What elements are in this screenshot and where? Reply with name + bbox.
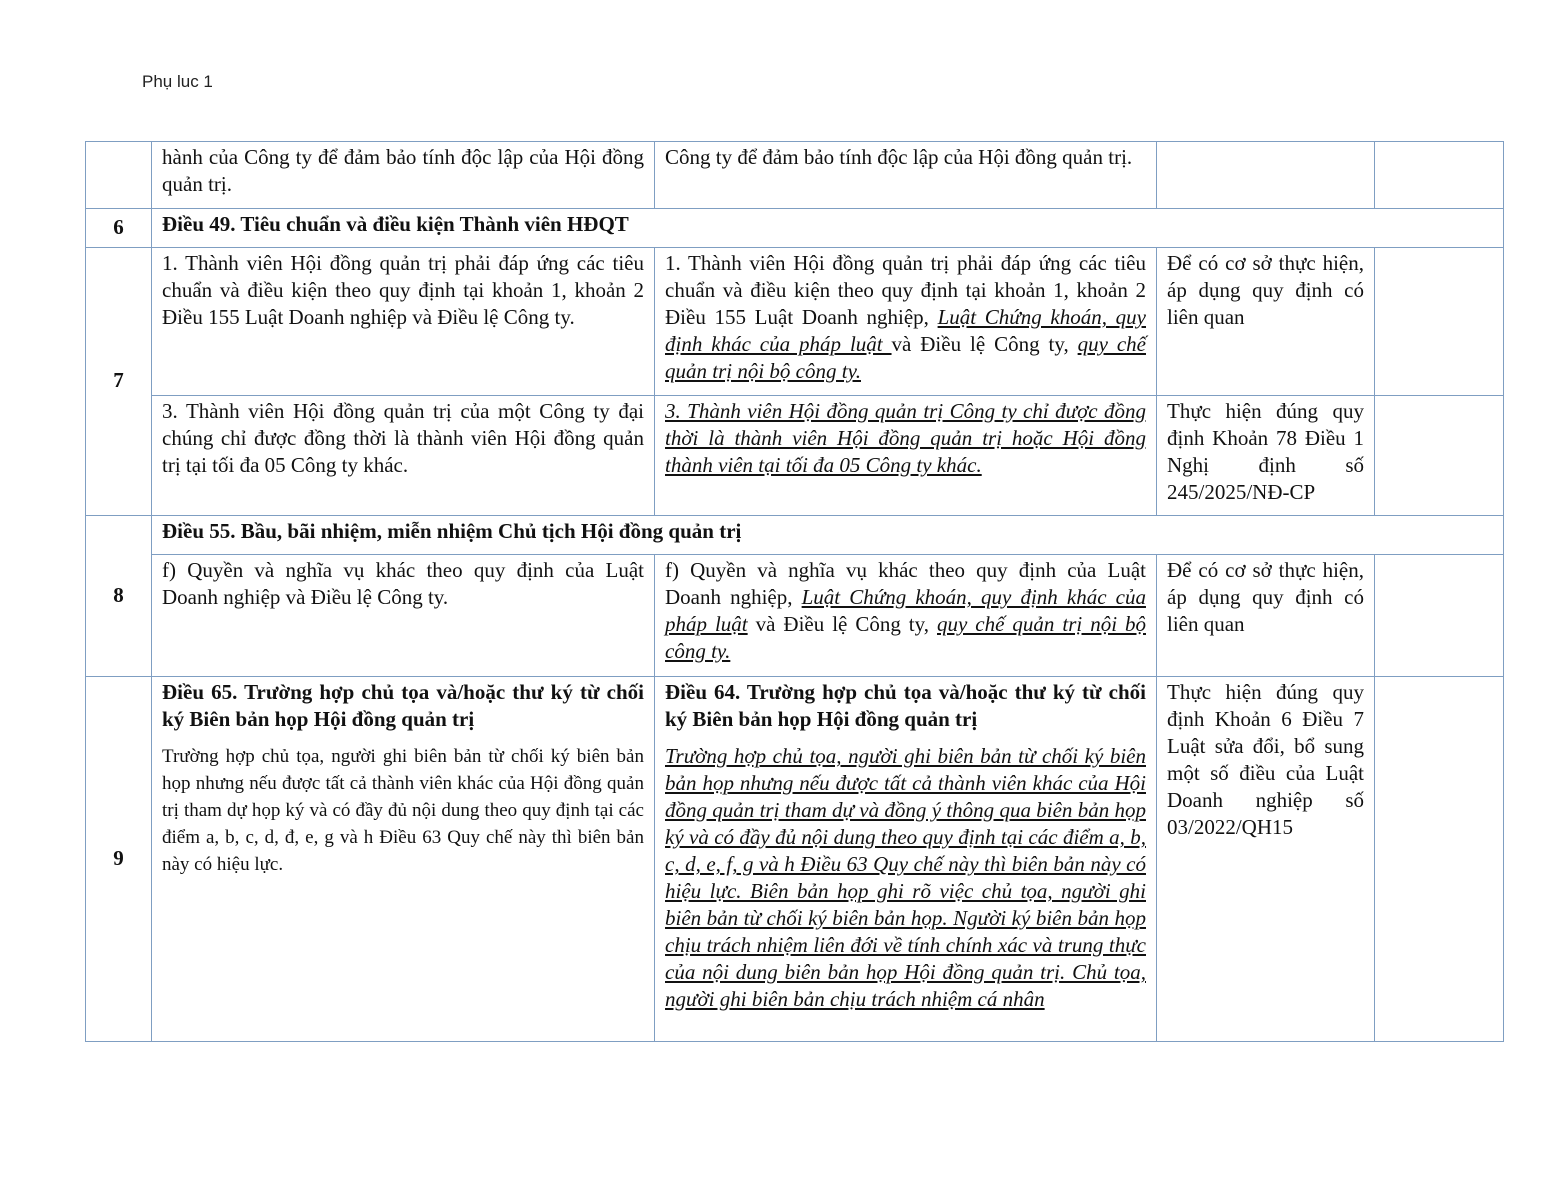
row-number: 7	[86, 248, 152, 516]
old-text-cell: 1. Thành viên Hội đồng quản trị phải đáp ứng các tiêu chuẩn và điều kiện theo quy định tại khoản 1, khoản 2 Điều 155 Luật Doanh nghiệp và Điều lệ Công ty.	[152, 248, 655, 396]
table-row-8	[86, 555, 1504, 677]
section-heading: Điều 49. Tiêu chuẩn và điều kiện Thành viên HĐQT	[152, 209, 1504, 248]
article-body-new: Trường hợp chủ tọa, người ghi biên bản từ chối ký biên bản họp nhưng nếu được tất cả thành viên khác của Hội đồng quản trị tham dự và đồng ý thông qua biên bản họp ký và có đầy đủ nội dung theo quy định tại các điểm a, b, c, d, e, f, g và h Điều 63 Quy chế này thì biên bản này có hiệu lực. Biên bản họp ghi rõ việc chủ tọa, người ghi biên bản từ chối ký biên bản họp. Người ký biên bản họp chịu trách nhiệm liên đới về tính chính xác và trung thực của nội dung biên bản họp Hội đồng quản trị. Chủ tọa, người ghi biên bản chịu trách nhiệm cá nhân	[665, 744, 1146, 1011]
table-row-9	[86, 677, 1504, 1042]
new-text-amended: Luật Chứng khoán, quy định khác của pháp luật	[665, 305, 1146, 356]
old-text-cell: hành của Công ty để đảm bảo tính độc lập của Hội đồng quản trị.	[152, 142, 655, 209]
new-text-plain: f) Quyền và nghĩa vụ khác theo quy định của Luật Doanh nghiệp,	[665, 558, 1146, 609]
article-title-new: Điều 64. Trường hợp chủ tọa và/hoặc thư ký từ chối ký Biên bản họp Hội đồng quản trị	[665, 680, 1146, 731]
new-text-cell	[655, 248, 1157, 396]
new-text-amended: Luật Chứng khoán, quy định khác của pháp luật	[665, 585, 1146, 636]
note-cell: Để có cơ sở thực hiện, áp dụng quy định có liên quan	[1157, 555, 1375, 677]
extra-cell	[1375, 248, 1504, 396]
note-cell	[1157, 142, 1375, 209]
old-text-cell: f) Quyền và nghĩa vụ khác theo quy định của Luật Doanh nghiệp và Điều lệ Công ty.	[152, 555, 655, 677]
comparison-table	[85, 141, 1504, 1042]
row-number: 6	[86, 209, 152, 248]
row-number-cell	[86, 142, 152, 209]
old-text-cell: 3. Thành viên Hội đồng quản trị của một Công ty đại chúng chỉ được đồng thời là thành viên Hội đồng quản trị tại tối đa 05 Công ty khác.	[152, 396, 655, 516]
new-text-amended: quy chế quản trị nội bộ công ty.	[665, 332, 1146, 383]
section-heading: Điều 55. Bầu, bãi nhiệm, miễn nhiệm Chủ tịch Hội đồng quản trị	[152, 516, 1504, 555]
page-header-label: Phụ luc 1	[142, 72, 213, 91]
table-row-8-heading	[86, 516, 1504, 555]
new-text-plain: và Điều lệ Công ty,	[891, 332, 1078, 356]
new-text-cell: Công ty để đảm bảo tính độc lập của Hội đồng quản trị.	[655, 142, 1157, 209]
table-row-7b	[86, 396, 1504, 516]
extra-cell	[1375, 142, 1504, 209]
note-cell: Thực hiện đúng quy định Khoản 6 Điều 7 Luật sửa đổi, bổ sung một số điều của Luật Doanh nghiệp số 03/2022/QH15	[1157, 677, 1375, 1042]
note-cell: Thực hiện đúng quy định Khoản 78 Điều 1 Nghị định số 245/2025/NĐ-CP	[1157, 396, 1375, 516]
new-text-cell	[655, 677, 1157, 1042]
new-text-cell	[655, 396, 1157, 516]
article-title-old: Điều 65. Trường hợp chủ tọa và/hoặc thư ký từ chối ký Biên bản họp Hội đồng quản trị	[162, 680, 644, 731]
row-number: 9	[86, 677, 152, 1042]
new-text-plain: 1. Thành viên Hội đồng quản trị phải đáp ứng các tiêu chuẩn và điều kiện theo quy định tại khoản 1, khoản 2 Điều 155 Luật Doanh nghiệp,	[665, 251, 1146, 329]
extra-cell	[1375, 555, 1504, 677]
new-text-cell	[655, 555, 1157, 677]
old-text-cell	[152, 677, 655, 1042]
table-row-continuation	[86, 142, 1504, 209]
new-text-plain: và Điều lệ Công ty,	[747, 612, 937, 636]
row-number: 8	[86, 516, 152, 677]
extra-cell	[1375, 396, 1504, 516]
extra-cell	[1375, 677, 1504, 1042]
table-row-7a	[86, 248, 1504, 396]
article-body-old: Trường hợp chủ tọa, người ghi biên bản từ chối ký biên bản họp nhưng nếu được tất cả thành viên khác của Hội đồng quản trị tham dự họp ký và có đầy đủ nội dung theo quy định tại các điểm a, b, c, d, đ, e, g và h Điều 63 Quy chế này thì biên bản này có hiệu lực.	[162, 746, 644, 875]
new-text-amended: 3. Thành viên Hội đồng quản trị Công ty chỉ được đồng thời là thành viên Hội đồng quản trị hoặc Hội đồng thành viên tại tối đa 05 Công ty khác.	[665, 399, 1146, 477]
note-cell: Để có cơ sở thực hiện, áp dụng quy định có liên quan	[1157, 248, 1375, 396]
new-text-amended: quy chế quản trị nội bộ công ty.	[665, 612, 1146, 663]
table-row-6	[86, 209, 1504, 248]
